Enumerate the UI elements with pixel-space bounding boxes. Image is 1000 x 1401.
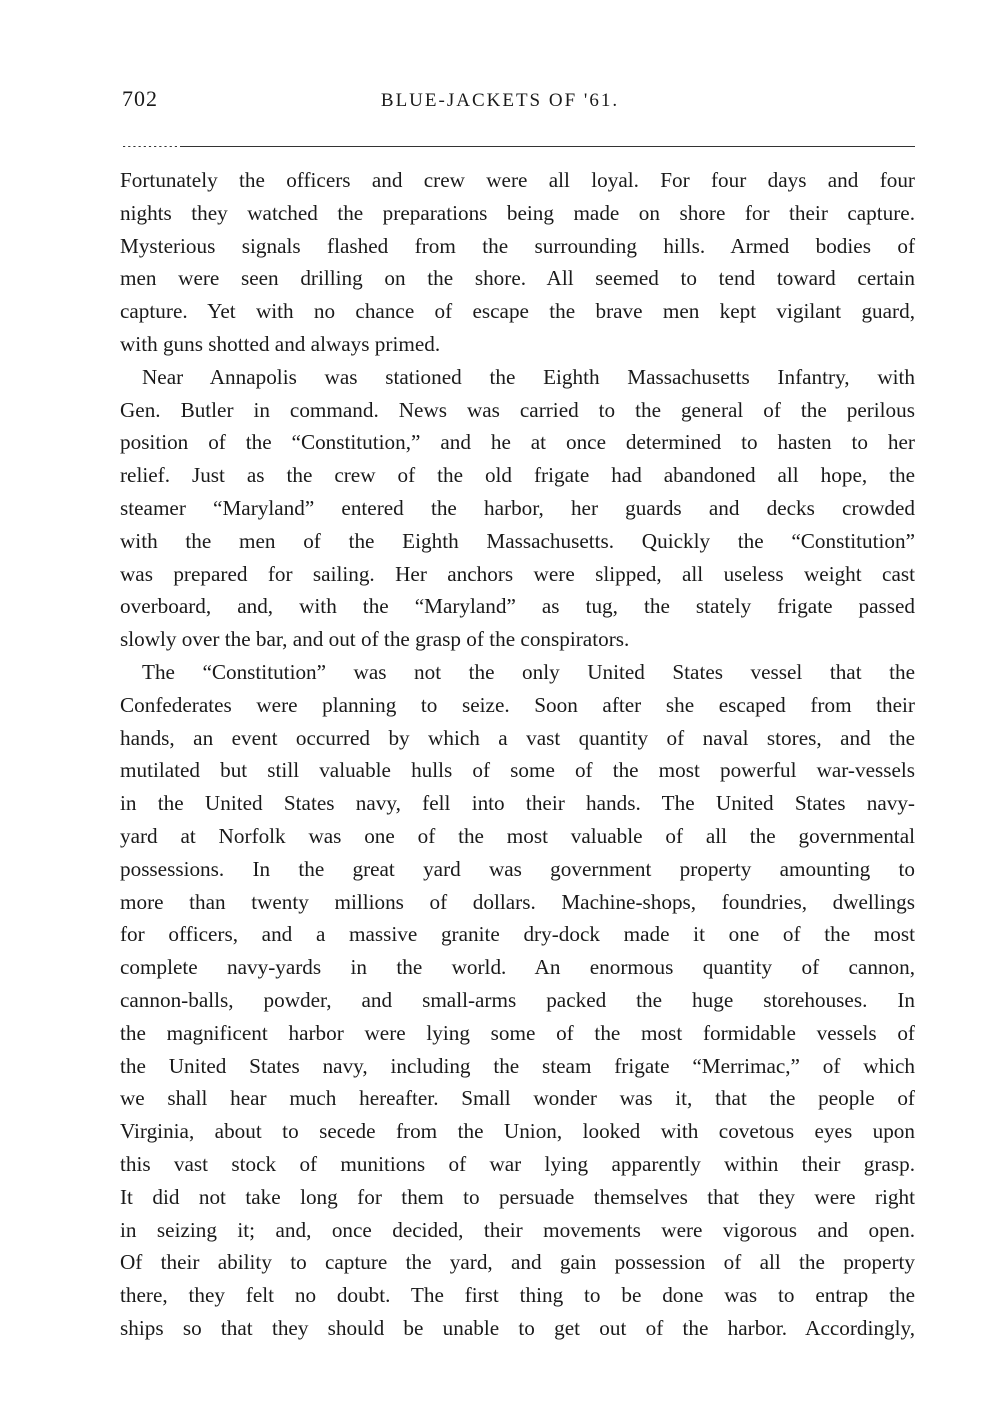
text-line: The “Constitution” was not the only United States vessel that the: [142, 659, 915, 684]
text-line: relief. Just as the crew of the old frigate had abandoned all hope, the: [120, 463, 915, 488]
text-line: Confederates were planning to seize. Soon after she escaped from their: [120, 692, 915, 717]
text-line: with the men of the Eighth Massachusetts. Quickly the “Constitution”: [120, 528, 915, 553]
paragraph-2: [120, 361, 915, 656]
text-line: Gen. Butler in command. News was carried to the general of the perilous: [120, 397, 915, 422]
text-line: there, they felt no doubt. The first thing to be done was to entrap the: [120, 1283, 915, 1308]
paragraph-3: [120, 656, 915, 1345]
text-line: ships so that they should be unable to get out of the harbor. Accordingly,: [120, 1315, 915, 1340]
text-line: capture. Yet with no chance of escape the brave men kept vigilant guard,: [120, 299, 915, 324]
text-line: hands, an event occurred by which a vast quantity of naval stores, and the: [120, 725, 915, 750]
text-line: this vast stock of munitions of war lying apparently within their grasp.: [120, 1151, 915, 1176]
text-line: for officers, and a massive granite dry-dock made it one of the most: [120, 922, 915, 947]
text-line: Fortunately the officers and crew were all loyal. For four days and four: [120, 168, 915, 192]
text-line: the United States navy, including the steam frigate “Merrimac,” of which: [120, 1053, 915, 1078]
text-line: with guns shotted and always primed.: [120, 331, 441, 356]
running-header-title: BLUE-JACKETS OF '61.: [380, 90, 620, 111]
text-line: It did not take long for them to persuade themselves that they were right: [120, 1184, 915, 1209]
text-line: possessions. In the great yard was government property amounting to: [120, 856, 915, 881]
body-text: [120, 164, 915, 1345]
text-line: steamer “Maryland” entered the harbor, her guards and decks crowded: [120, 495, 915, 520]
text-line: men were seen drilling on the shore. All seemed to tend toward certain: [120, 266, 915, 291]
text-line: the magnificent harbor were lying some of the most formidable vessels of: [120, 1020, 915, 1045]
text-line: in seizing it; and, once decided, their movements were vigorous and open.: [120, 1217, 915, 1242]
text-line: we shall hear much hereafter. Small wonder was it, that the people of: [120, 1086, 915, 1111]
text-line: position of the “Constitution,” and he at once determined to hasten to her: [120, 430, 915, 455]
text-line: more than twenty millions of dollars. Machine-shops, foundries, dwellings: [120, 889, 915, 914]
paragraph-1: [120, 164, 915, 361]
page-number: 702: [122, 86, 158, 111]
text-line: Mysterious signals flashed from the surrounding hills. Armed bodies of: [120, 233, 915, 258]
text-line: in the United States navy, fell into their hands. The United States navy-: [120, 791, 915, 816]
header-rule: [120, 146, 915, 147]
text-line: was prepared for sailing. Her anchors were slipped, all useless weight cast: [120, 561, 915, 586]
text-line: yard at Norfolk was one of the most valuable of all the governmental: [120, 823, 915, 848]
text-line: overboard, and, with the “Maryland” as tug, the stately frigate passed: [120, 594, 915, 619]
text-line: Of their ability to capture the yard, and gain possession of all the property: [120, 1250, 915, 1275]
text-line: Near Annapolis was stationed the Eighth Massachusetts Infantry, with: [142, 364, 915, 389]
text-line: nights they watched the preparations being made on shore for their capture.: [120, 200, 915, 225]
text-line: complete navy-yards in the world. An enormous quantity of cannon,: [120, 955, 915, 980]
text-line: Virginia, about to secede from the Union, looked with covetous eyes upon: [120, 1119, 915, 1144]
text-line: mutilated but still valuable hulls of some of the most powerful war-vessels: [120, 758, 915, 783]
text-line: slowly over the bar, and out of the grasp of the conspirators.: [120, 627, 630, 652]
text-line: cannon-balls, powder, and small-arms packed the huge storehouses. In: [120, 987, 915, 1012]
